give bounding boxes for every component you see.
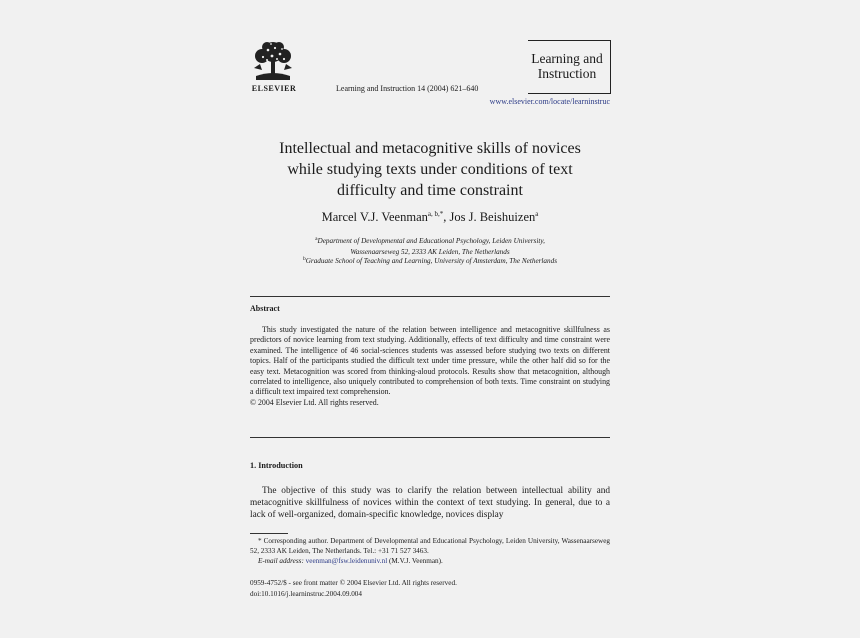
affiliation-text: Graduate School of Teaching and Learning, University of Amsterdam, The Netherlands [305, 257, 558, 265]
journal-brand-title [526, 51, 608, 81]
doi-line: doi:10.1016/j.learninstruc.2004.09.004 [250, 589, 362, 598]
email-label: E-mail address: [258, 557, 304, 566]
journal-url-link[interactable]: www.elsevier.com/locate/learninstruc [489, 97, 610, 106]
author-name: Jos J. Beishuizen [449, 210, 536, 224]
author-email-link[interactable]: veenman@fsw.leidenuniv.nl [305, 557, 388, 566]
title-line-1: Intellectual and metacognitive skills of novices [279, 140, 581, 157]
abstract-bottom-rule [250, 437, 610, 438]
email-suffix: (M.V.J. Veenman). [387, 557, 443, 566]
affiliation-marker: b [302, 256, 306, 262]
section-heading-introduction: 1. Introduction [250, 461, 303, 470]
author-name: Marcel V.J. Veenman [321, 210, 428, 224]
author-separator: , [443, 210, 450, 224]
abstract-text: This study investigated the nature of the relation between intelligence and metacognitive skillfulness as predictors of novice learning from text studying. Additionally, effects of text difficulty and time constraint were examined. The intelligence of 46 social-sciences students was assessed before studying two texts on different topics. Half of the participants studied the difficult text under time pressure, while the other half did so for the easy text. Metacognition was scored from thinking-aloud protocols. Results show that metacognition, although correlated to intelligence, also uniquely contributed to comprehension of both texts. Time constraint on studying a difficult text impaired text comprehension. [250, 325, 610, 397]
author-list [230, 210, 630, 225]
footnote-rule [250, 533, 288, 534]
title-line-3: difficulty and time constraint [337, 182, 523, 199]
footnote [250, 536, 610, 567]
abstract-heading: Abstract [250, 304, 280, 313]
title-line-2: while studying texts under conditions of text [287, 161, 573, 178]
journal-reference: Learning and Instruction 14 (2004) 621–640 [336, 84, 479, 93]
issn-block [250, 578, 457, 599]
affiliation-b [230, 254, 630, 267]
affiliation-marker: a [315, 236, 318, 242]
brand-line-1: Learning and [531, 51, 603, 66]
affiliation-text: Department of Developmental and Educational Psychology, Leiden University, [317, 237, 545, 245]
abstract-copyright: © 2004 Elsevier Ltd. All rights reserved. [250, 397, 379, 407]
publisher-logo-text: ELSEVIER [251, 84, 297, 93]
corresponding-author-note: * Corresponding author. Department of Developmental and Educational Psychology, Leiden University, Wassenaarseweg 52, 2333 AK Leiden, The Netherlands. Tel.: +31 71 527 3463. [250, 537, 610, 556]
abstract-top-rule [250, 296, 610, 297]
introduction-text: The objective of this study was to clarify the relation between intellectual ability and metacognitive skillfulness of novices within the context of text studying. In general, due to a lack of well-organized, domain-specific knowledge, novices display [250, 486, 610, 521]
affiliation-text: Wassenaarseweg 52, 2333 AK Leiden, The Netherlands [350, 247, 510, 256]
abstract-body [250, 325, 610, 408]
issn-line: 0959-4752/$ - see front matter © 2004 Elsevier Ltd. All rights reserved. [250, 579, 457, 587]
brand-line-2: Instruction [537, 66, 597, 81]
author-affiliation-marker: a, b,* [427, 210, 444, 218]
article-title [230, 138, 630, 201]
author-affiliation-marker: a [535, 210, 539, 218]
